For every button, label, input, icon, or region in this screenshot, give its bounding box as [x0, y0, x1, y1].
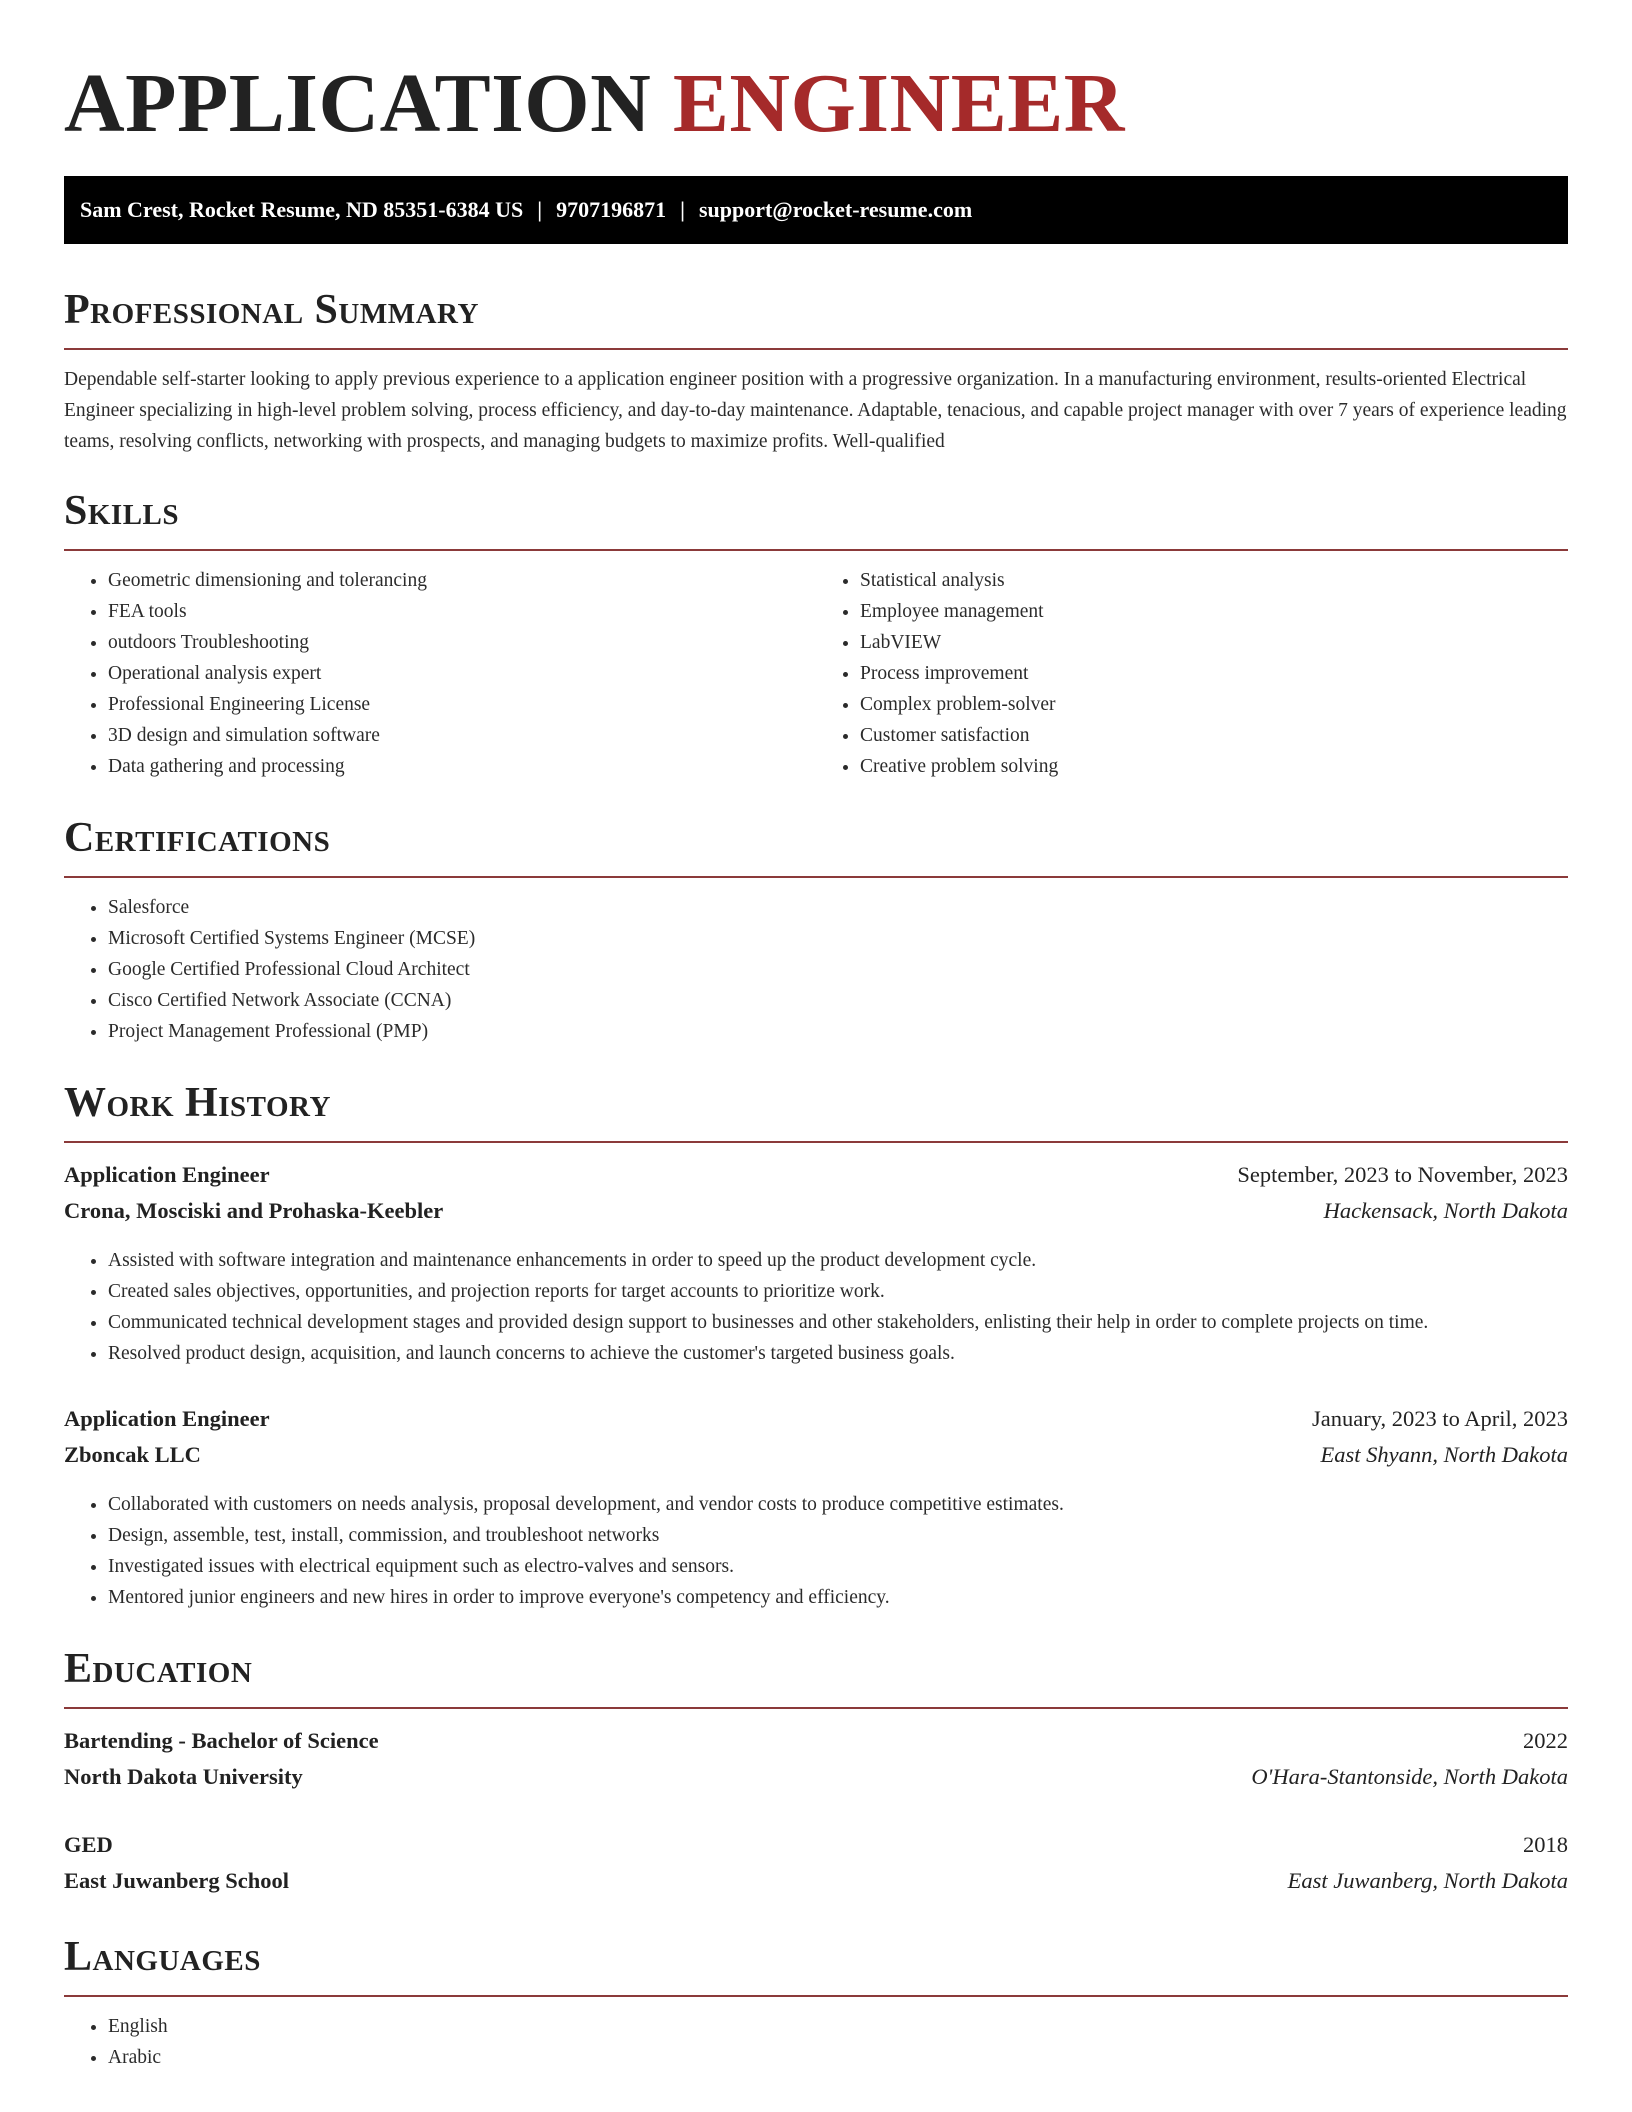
job-location: East Shyann, North Dakota: [1320, 1442, 1568, 1467]
job-duty-item: • Resolved product design, acquisition, and launch concerns to achieve the customer's targeted business goals.: [108, 1338, 1568, 1369]
job-title: Application Engineer: [64, 1162, 270, 1187]
job-duty-item: • Design, assemble, test, install, commission, and troubleshoot networks: [108, 1520, 1568, 1551]
job-duty-item: • Mentored junior engineers and new hires in order to improve everyone's competency and efficiency.: [108, 1582, 1568, 1613]
skill-item: • outdoors Troubleshooting: [108, 627, 816, 658]
title-accent: ENGINEER: [672, 57, 1125, 150]
certifications-section: [64, 812, 1568, 1047]
job-duty-item: • Assisted with software integration and maintenance enhancements in order to speed up the product development cycle.: [108, 1245, 1568, 1276]
education-degree: GED: [64, 1832, 113, 1857]
skill-item: • Professional Engineering License: [108, 689, 816, 720]
skill-item: • Operational analysis expert: [108, 658, 816, 689]
education-degree: Bartending - Bachelor of Science: [64, 1728, 379, 1753]
skill-item: • Data gathering and processing: [108, 751, 816, 782]
skills-list-right: [816, 565, 1568, 782]
contact-separator: |: [680, 197, 685, 222]
skill-item: • Statistical analysis: [860, 565, 1568, 596]
section-divider: [64, 1141, 1568, 1143]
certification-item: • Google Certified Professional Cloud Architect: [108, 954, 1568, 985]
language-item: • Arabic: [108, 2042, 1568, 2073]
education-header-row: [64, 1827, 1568, 1863]
contact-separator: |: [537, 197, 543, 222]
education-school-row: [64, 1759, 1568, 1795]
job-duty-item: • Communicated technical development stages and provided design support to businesses and other stakeholders, enlisting their help in order to complete projects on time.: [108, 1307, 1568, 1338]
education-year: 2018: [1523, 1832, 1568, 1857]
job-duty-item: • Investigated issues with electrical equipment such as electro-valves and sensors.: [108, 1551, 1568, 1582]
summary-heading: Professional Summary: [64, 287, 479, 333]
job-company: Zboncak LLC: [64, 1442, 201, 1467]
job-title: Application Engineer: [64, 1406, 270, 1431]
languages-list: [64, 2011, 1568, 2073]
skill-item: • Employee management: [860, 596, 1568, 627]
education-location: East Juwanberg, North Dakota: [1287, 1868, 1568, 1893]
job-company-row: [64, 1193, 1568, 1229]
education-year: 2022: [1523, 1728, 1568, 1753]
skill-item: • Geometric dimensioning and tolerancing: [108, 565, 816, 596]
resume-title: [64, 0, 1568, 150]
skills-columns: [64, 551, 1568, 782]
education-entry: [64, 1723, 1568, 1795]
job-company-row: [64, 1437, 1568, 1473]
summary-section: [64, 284, 1568, 457]
contact-address: Sam Crest, Rocket Resume, ND 85351-6384 US: [80, 197, 524, 222]
job-entry: [64, 1401, 1568, 1613]
job-duty-item: • Collaborated with customers on needs analysis, proposal development, and vendor costs to produce competitive estimates.: [108, 1489, 1568, 1520]
contact-email: support@rocket-resume.com: [698, 197, 973, 222]
job-entry: [64, 1157, 1568, 1369]
certifications-heading: Certifications: [64, 815, 331, 861]
skill-item: • Complex problem-solver: [860, 689, 1568, 720]
skills-list-left: [64, 565, 816, 782]
education-section: [64, 1643, 1568, 1899]
section-divider: [64, 876, 1568, 878]
skills-column-right: [816, 551, 1568, 782]
skill-item: • Creative problem solving: [860, 751, 1568, 782]
certification-item: • Project Management Professional (PMP): [108, 1016, 1568, 1047]
education-heading: Education: [64, 1646, 253, 1692]
title-main: APPLICATION: [64, 57, 652, 150]
skill-item: • 3D design and simulation software: [108, 720, 816, 751]
job-header-row: [64, 1157, 1568, 1193]
job-dates: January, 2023 to April, 2023: [1311, 1406, 1568, 1431]
certification-item: • Cisco Certified Network Associate (CCNA): [108, 985, 1568, 1016]
section-divider: [64, 1707, 1568, 1709]
contact-phone: 9707196871: [556, 197, 667, 222]
section-divider: [64, 1995, 1568, 1997]
skills-heading: Skills: [64, 488, 180, 534]
skill-item: • FEA tools: [108, 596, 816, 627]
languages-heading: Languages: [64, 1934, 261, 1980]
job-location: Hackensack, North Dakota: [1323, 1198, 1568, 1223]
certification-item: • Microsoft Certified Systems Engineer (MCSE): [108, 923, 1568, 954]
certification-item: • Salesforce: [108, 892, 1568, 923]
language-item: • English: [108, 2011, 1568, 2042]
skill-item: • Process improvement: [860, 658, 1568, 689]
education-location: O'Hara-Stantonside, North Dakota: [1251, 1764, 1568, 1789]
education-header-row: [64, 1723, 1568, 1759]
skills-column-left: [64, 551, 816, 782]
job-dates: September, 2023 to November, 2023: [1237, 1162, 1568, 1187]
skill-item: • LabVIEW: [860, 627, 1568, 658]
education-school: East Juwanberg School: [64, 1868, 290, 1893]
contact-bar: [64, 176, 1568, 244]
skills-section: [64, 485, 1568, 782]
job-duties-list: [64, 1245, 1568, 1369]
languages-section: [64, 1931, 1568, 2073]
job-header-row: [64, 1401, 1568, 1437]
education-school-row: [64, 1863, 1568, 1899]
skill-item: • Customer satisfaction: [860, 720, 1568, 751]
summary-text: Dependable self-starter looking to apply previous experience to a application engineer position with a progressive organization. In a manufacturing environment, results-oriented Electrical Engineer specializing in high-level problem solving, process efficiency, and day-to-day maintenance. Adaptable, tenacious, and capable project manager with over 7 years of experience leading teams, resolving conflicts, networking with prospects, and managing budgets to maximize profits. Well-qualified: [64, 369, 1567, 452]
job-company: Crona, Mosciski and Prohaska-Keebler: [64, 1198, 444, 1223]
education-entry: [64, 1827, 1568, 1899]
certifications-list: [64, 892, 1568, 1047]
job-duty-item: • Created sales objectives, opportunities, and projection reports for target accounts to prioritize work.: [108, 1276, 1568, 1307]
education-school: North Dakota University: [64, 1764, 303, 1789]
work-history-heading: Work History: [64, 1080, 331, 1126]
job-duties-list: [64, 1489, 1568, 1613]
section-divider: [64, 348, 1568, 350]
work-history-section: [64, 1077, 1568, 1613]
